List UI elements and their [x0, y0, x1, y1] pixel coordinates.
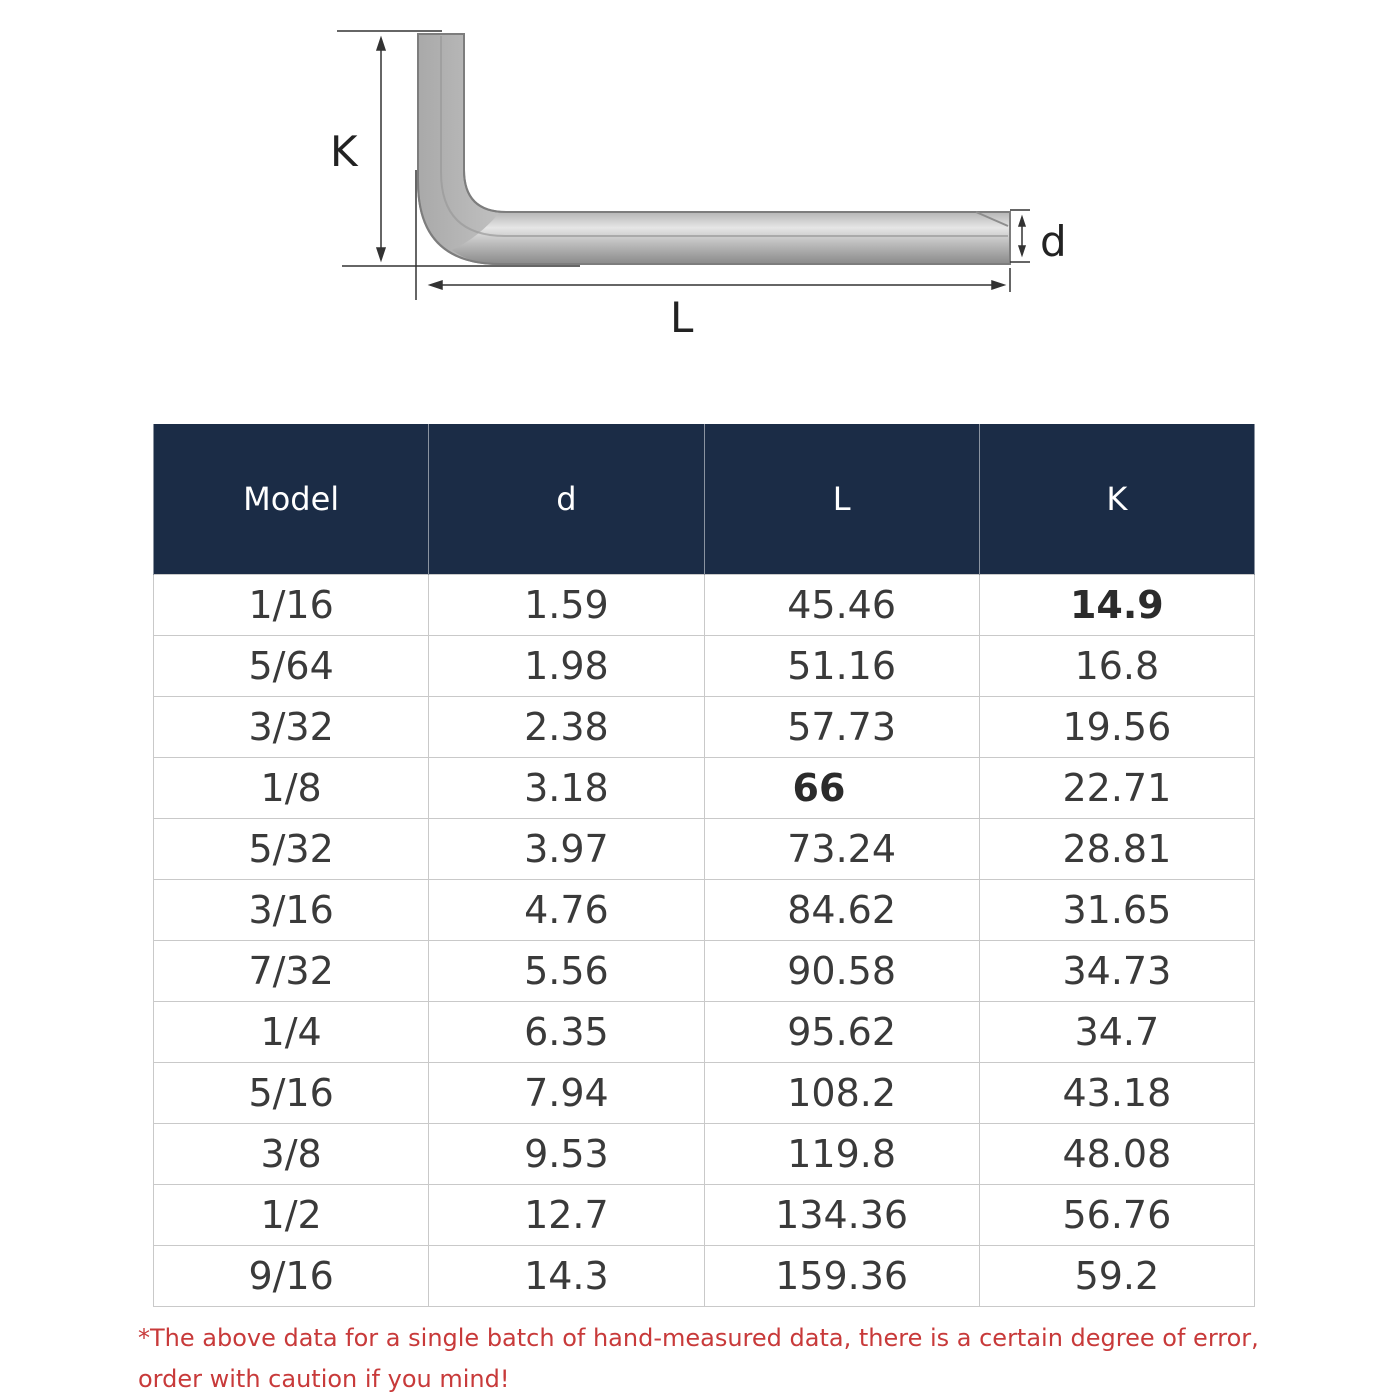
- cell-model: 3/32: [154, 697, 429, 758]
- cell-model: 1/8: [154, 758, 429, 819]
- cell-l: 134.36: [704, 1185, 979, 1246]
- cell-k: 16.8: [979, 636, 1254, 697]
- cell-l: 66: [704, 758, 979, 819]
- cell-k: 31.65: [979, 880, 1254, 941]
- cell-model: 9/16: [154, 1246, 429, 1307]
- cell-k: 59.2: [979, 1246, 1254, 1307]
- column-header-l: L: [704, 424, 979, 575]
- cell-l: 51.16: [704, 636, 979, 697]
- cell-d: 4.76: [429, 880, 704, 941]
- table-row: [154, 1185, 1255, 1246]
- cell-k: 48.08: [979, 1124, 1254, 1185]
- cell-model: 1/16: [154, 575, 429, 636]
- cell-model: 5/16: [154, 1063, 429, 1124]
- cell-d: 5.56: [429, 941, 704, 1002]
- table-row: [154, 880, 1255, 941]
- column-header-model: Model: [154, 424, 429, 575]
- cell-l: 108.2: [704, 1063, 979, 1124]
- cell-d: 3.18: [429, 758, 704, 819]
- cell-model: 5/64: [154, 636, 429, 697]
- cell-l: 73.24: [704, 819, 979, 880]
- cell-k: 34.7: [979, 1002, 1254, 1063]
- cell-model: 3/8: [154, 1124, 429, 1185]
- table-row: [154, 758, 1255, 819]
- hex-key-spec-table: [153, 424, 1255, 1307]
- table-row: [154, 941, 1255, 1002]
- hex-key-shape: [418, 34, 1010, 264]
- table-header-row: [154, 424, 1255, 575]
- cell-model: 1/4: [154, 1002, 429, 1063]
- column-header-d: d: [429, 424, 704, 575]
- cell-k: 22.71: [979, 758, 1254, 819]
- cell-k: 34.73: [979, 941, 1254, 1002]
- cell-l: 45.46: [704, 575, 979, 636]
- cell-d: 6.35: [429, 1002, 704, 1063]
- cell-k: 43.18: [979, 1063, 1254, 1124]
- cell-k: 14.9: [979, 575, 1254, 636]
- d-dimension-line: [1010, 210, 1030, 262]
- cell-d: 9.53: [429, 1124, 704, 1185]
- cell-l: 84.62: [704, 880, 979, 941]
- cell-l: 119.8: [704, 1124, 979, 1185]
- cell-d: 12.7: [429, 1185, 704, 1246]
- cell-l: 95.62: [704, 1002, 979, 1063]
- cell-model: 1/2: [154, 1185, 429, 1246]
- d-label: d: [1040, 217, 1067, 266]
- table-row: [154, 819, 1255, 880]
- cell-d: 1.98: [429, 636, 704, 697]
- table-row: [154, 575, 1255, 636]
- cell-model: 5/32: [154, 819, 429, 880]
- table-row: [154, 1124, 1255, 1185]
- cell-l: 57.73: [704, 697, 979, 758]
- cell-d: 3.97: [429, 819, 704, 880]
- cell-d: 14.3: [429, 1246, 704, 1307]
- cell-d: 7.94: [429, 1063, 704, 1124]
- cell-l: 90.58: [704, 941, 979, 1002]
- table-row: [154, 1063, 1255, 1124]
- cell-d: 2.38: [429, 697, 704, 758]
- cell-k: 28.81: [979, 819, 1254, 880]
- hex-key-dimension-diagram: [0, 0, 1400, 380]
- k-label: K: [330, 127, 358, 176]
- measurement-disclaimer: *The above data for a single batch of hand-measured data, there is a certain degree of error, order with caution if you mind!: [138, 1324, 1259, 1393]
- cell-k: 19.56: [979, 697, 1254, 758]
- table-row: [154, 697, 1255, 758]
- cell-model: 7/32: [154, 941, 429, 1002]
- cell-k: 56.76: [979, 1185, 1254, 1246]
- cell-model: 3/16: [154, 880, 429, 941]
- cell-l: 159.36: [704, 1246, 979, 1307]
- column-header-k: K: [979, 424, 1254, 575]
- table-row: [154, 1002, 1255, 1063]
- table-row: [154, 1246, 1255, 1307]
- cell-d: 1.59: [429, 575, 704, 636]
- l-label: L: [670, 293, 694, 342]
- table-row: [154, 636, 1255, 697]
